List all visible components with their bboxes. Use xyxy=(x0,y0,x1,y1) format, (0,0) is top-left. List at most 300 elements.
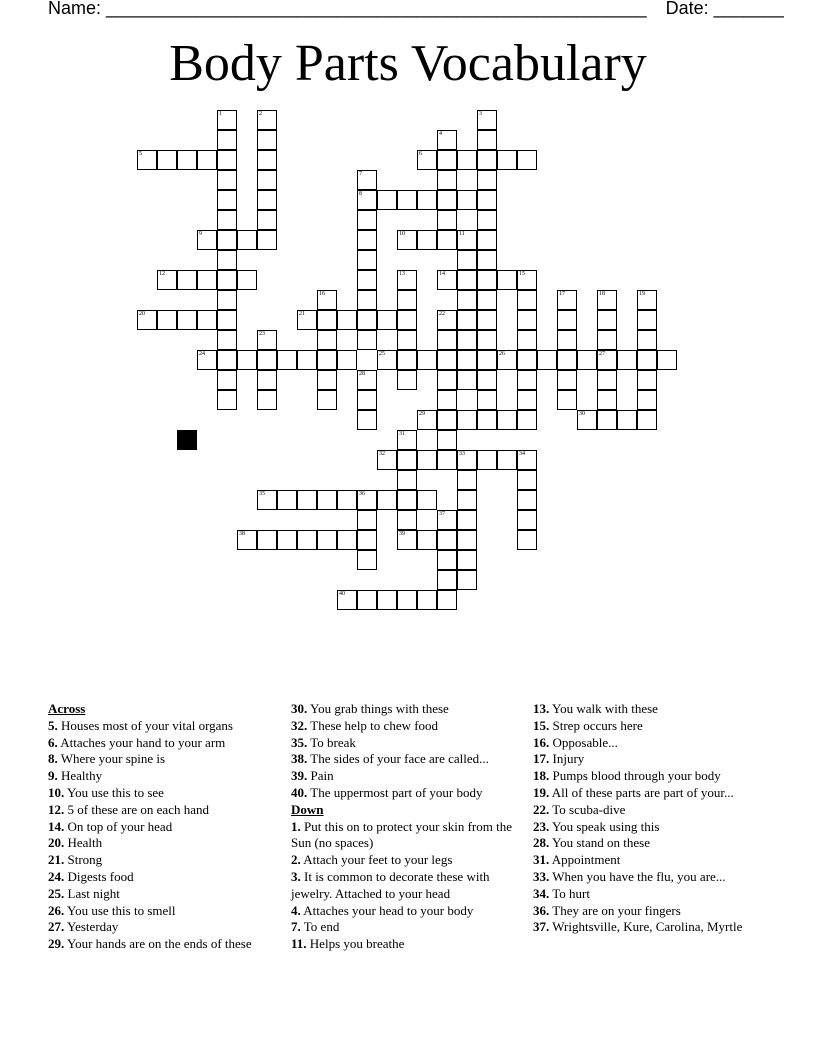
grid-cell[interactable] xyxy=(257,350,277,370)
grid-cell[interactable] xyxy=(477,370,497,390)
grid-cell[interactable] xyxy=(297,350,317,370)
clue-number: 23 xyxy=(259,331,265,337)
grid-cell[interactable] xyxy=(517,490,537,510)
clue-number-label: 12. xyxy=(48,801,65,817)
clue-down xyxy=(533,903,773,920)
grid-cell[interactable] xyxy=(377,450,397,470)
grid-cell[interactable] xyxy=(517,410,537,430)
date-field-label[interactable]: Date: _______ xyxy=(665,0,784,18)
grid-cell[interactable] xyxy=(257,370,277,390)
grid-cell[interactable] xyxy=(477,390,497,410)
grid-cell[interactable] xyxy=(557,390,577,410)
grid-cell[interactable] xyxy=(277,350,297,370)
grid-cell[interactable] xyxy=(577,410,597,430)
grid-cell[interactable] xyxy=(477,410,497,430)
clue-across xyxy=(48,819,280,836)
grid-cell[interactable] xyxy=(417,450,437,470)
grid-cell[interactable] xyxy=(457,370,477,390)
clue-down xyxy=(533,869,773,886)
grid-cell[interactable] xyxy=(457,410,477,430)
grid-cell[interactable] xyxy=(177,150,197,170)
clue-number: 40 xyxy=(339,591,345,597)
clue-text: You stand on these xyxy=(549,835,651,851)
grid-cell[interactable] xyxy=(157,270,177,290)
grid-cell[interactable] xyxy=(337,490,357,510)
grid-cell[interactable] xyxy=(217,350,237,370)
grid-cell[interactable] xyxy=(257,170,277,190)
grid-cell[interactable] xyxy=(217,390,237,410)
grid-cell[interactable] xyxy=(437,170,457,190)
grid-cell[interactable] xyxy=(257,210,277,230)
grid-cell[interactable] xyxy=(337,350,357,370)
clue-text: Injury xyxy=(549,751,585,767)
grid-cell[interactable] xyxy=(517,450,537,470)
grid-cell[interactable] xyxy=(197,230,217,250)
clue-text: When you have the flu, you are... xyxy=(549,868,726,884)
grid-cell[interactable] xyxy=(477,350,497,370)
grid-cell[interactable] xyxy=(217,330,237,350)
grid-cell[interactable] xyxy=(437,390,457,410)
clue-across xyxy=(48,903,280,920)
grid-cell[interactable] xyxy=(317,370,337,390)
clue-text: To end xyxy=(300,919,340,935)
grid-cell[interactable] xyxy=(397,370,417,390)
grid-cell[interactable] xyxy=(357,230,377,250)
grid-cell[interactable] xyxy=(217,210,237,230)
clue-number: 9 xyxy=(199,231,202,237)
grid-cell[interactable] xyxy=(397,350,417,370)
grid-cell[interactable] xyxy=(437,510,457,530)
clue-text: Health xyxy=(64,835,103,851)
grid-cell[interactable] xyxy=(337,530,357,550)
clue-across xyxy=(291,768,519,785)
grid-cell[interactable] xyxy=(597,350,617,370)
grid-cell[interactable] xyxy=(317,310,337,330)
grid-cell[interactable] xyxy=(437,270,457,290)
clue-across xyxy=(48,886,280,903)
clue-text: Strep occurs here xyxy=(549,717,643,733)
clue-down xyxy=(533,919,773,936)
grid-cell[interactable] xyxy=(437,410,457,430)
grid-cell[interactable] xyxy=(317,530,337,550)
grid-cell[interactable] xyxy=(437,350,457,370)
grid-cell[interactable] xyxy=(517,350,537,370)
clue-number-label: 38. xyxy=(291,751,308,767)
grid-cell[interactable] xyxy=(437,210,457,230)
grid-cell[interactable] xyxy=(397,290,417,310)
grid-cell[interactable] xyxy=(497,450,517,470)
clue-number: 3 xyxy=(479,111,482,117)
grid-cell[interactable] xyxy=(597,370,617,390)
grid-cell[interactable] xyxy=(417,530,437,550)
grid-cell[interactable] xyxy=(597,390,617,410)
clue-number: 29 xyxy=(419,411,425,417)
clue-number-label: 29. xyxy=(48,936,65,952)
grid-cell[interactable] xyxy=(457,150,477,170)
clue-text: Attach your feet to your legs xyxy=(300,852,453,868)
grid-cell[interactable] xyxy=(397,490,417,510)
grid-cell[interactable] xyxy=(457,470,477,490)
grid-cell[interactable] xyxy=(317,290,337,310)
grid-cell[interactable] xyxy=(257,110,277,130)
grid-cell[interactable] xyxy=(217,270,237,290)
grid-cell[interactable] xyxy=(377,310,397,330)
grid-cell[interactable] xyxy=(477,190,497,210)
grid-cell[interactable] xyxy=(157,150,177,170)
grid-cell[interactable] xyxy=(217,110,237,130)
clue-number: 28 xyxy=(359,371,365,377)
clue-number-label: 5. xyxy=(48,717,58,733)
grid-cell[interactable] xyxy=(537,350,557,370)
grid-cell[interactable] xyxy=(137,310,157,330)
grid-cell[interactable] xyxy=(217,370,237,390)
grid-cell[interactable] xyxy=(557,370,577,390)
clue-number-label: 28. xyxy=(533,835,550,851)
grid-cell[interactable] xyxy=(357,330,377,350)
clue-down xyxy=(533,701,773,718)
grid-cell[interactable] xyxy=(337,310,357,330)
name-field-label[interactable]: Name: ______________________________________________________ xyxy=(48,0,647,18)
grid-cell[interactable] xyxy=(517,330,537,350)
grid-cell[interactable] xyxy=(397,330,417,350)
grid-cell[interactable] xyxy=(557,330,577,350)
grid-cell[interactable] xyxy=(597,290,617,310)
clue-number-label: 23. xyxy=(533,818,550,834)
grid-cell[interactable] xyxy=(257,330,277,350)
grid-cell[interactable] xyxy=(237,270,257,290)
grid-cell[interactable] xyxy=(597,310,617,330)
grid-cell[interactable] xyxy=(257,130,277,150)
clue-number-label: 31. xyxy=(533,852,550,868)
grid-cell[interactable] xyxy=(357,270,377,290)
grid-cell[interactable] xyxy=(417,190,437,210)
grid-cell[interactable] xyxy=(437,310,457,330)
clue-text: To break xyxy=(307,734,356,750)
grid-cell[interactable] xyxy=(417,490,437,510)
grid-cell[interactable] xyxy=(477,210,497,230)
clue-text: You use this to see xyxy=(64,784,164,800)
grid-cell[interactable] xyxy=(437,150,457,170)
clue-number-label: 33. xyxy=(533,868,550,884)
grid-cell[interactable] xyxy=(477,450,497,470)
grid-cell[interactable] xyxy=(497,150,517,170)
grid-cell[interactable] xyxy=(257,530,277,550)
grid-cell[interactable] xyxy=(437,570,457,590)
grid-cell[interactable] xyxy=(357,290,377,310)
grid-cell[interactable] xyxy=(417,230,437,250)
clue-text: You use this to smell xyxy=(64,902,176,918)
grid-cell[interactable] xyxy=(217,290,237,310)
grid-cell[interactable] xyxy=(317,490,337,510)
grid-cell[interactable] xyxy=(437,130,457,150)
grid-cell[interactable] xyxy=(517,370,537,390)
grid-cell[interactable] xyxy=(397,510,417,530)
grid-cell[interactable] xyxy=(617,350,637,370)
grid-cell[interactable] xyxy=(657,350,677,370)
grid-cell[interactable] xyxy=(297,310,317,330)
grid-cell[interactable] xyxy=(457,450,477,470)
clue-text: Your hands are on the ends of these xyxy=(64,936,252,952)
grid-cell[interactable] xyxy=(637,350,657,370)
grid-cell[interactable] xyxy=(477,330,497,350)
grid-cell[interactable] xyxy=(457,550,477,570)
clue-across xyxy=(48,768,280,785)
grid-cell[interactable] xyxy=(517,290,537,310)
grid-cell[interactable] xyxy=(397,470,417,490)
grid-cell[interactable] xyxy=(257,190,277,210)
grid-cell[interactable] xyxy=(377,350,397,370)
grid-cell[interactable] xyxy=(397,530,417,550)
grid-cell[interactable] xyxy=(517,150,537,170)
grid-cell[interactable] xyxy=(357,490,377,510)
grid-cell[interactable] xyxy=(457,510,477,530)
grid-cell[interactable] xyxy=(457,570,477,590)
clue-text: Where your spine is xyxy=(57,751,166,767)
grid-cell[interactable] xyxy=(637,390,657,410)
grid-cell[interactable] xyxy=(437,190,457,210)
grid-cell[interactable] xyxy=(357,370,377,390)
grid-cell[interactable] xyxy=(517,470,537,490)
grid-cell[interactable] xyxy=(337,590,357,610)
clue-text: To hurt xyxy=(549,885,590,901)
clue-text: You grab things with these xyxy=(307,701,449,716)
grid-cell[interactable] xyxy=(357,310,377,330)
grid-cell[interactable] xyxy=(357,550,377,570)
grid-cell[interactable] xyxy=(497,350,517,370)
grid-cell[interactable] xyxy=(637,310,657,330)
grid-cell[interactable] xyxy=(217,230,237,250)
grid-cell[interactable] xyxy=(217,170,237,190)
grid-cell[interactable] xyxy=(477,110,497,130)
grid-cell[interactable] xyxy=(237,530,257,550)
grid-cell[interactable] xyxy=(597,410,617,430)
grid-cell[interactable] xyxy=(477,270,497,290)
clue-down xyxy=(533,802,773,819)
grid-cell[interactable] xyxy=(397,270,417,290)
grid-cell[interactable] xyxy=(197,350,217,370)
grid-cell[interactable] xyxy=(317,390,337,410)
grid-cell[interactable] xyxy=(397,310,417,330)
grid-cell[interactable] xyxy=(377,590,397,610)
clue-number-label: 6. xyxy=(48,734,58,750)
grid-cell[interactable] xyxy=(437,330,457,350)
clue-across xyxy=(291,701,519,718)
clue-number-label: 40. xyxy=(291,784,308,800)
grid-cell[interactable] xyxy=(437,430,457,450)
grid-cell[interactable] xyxy=(217,190,237,210)
grid-cell[interactable] xyxy=(357,410,377,430)
grid-cell[interactable] xyxy=(357,210,377,230)
grid-cell[interactable] xyxy=(457,250,477,270)
grid-cell[interactable] xyxy=(497,270,517,290)
clue-down xyxy=(533,768,773,785)
grid-cell[interactable] xyxy=(477,230,497,250)
grid-cell[interactable] xyxy=(397,190,417,210)
grid-cell[interactable] xyxy=(297,490,317,510)
grid-cell[interactable] xyxy=(357,250,377,270)
grid-cell[interactable] xyxy=(517,310,537,330)
clue-number: 4 xyxy=(439,131,442,137)
clue-text: Helps you breathe xyxy=(306,936,405,952)
clue-number: 37 xyxy=(439,511,445,517)
grid-cell[interactable] xyxy=(357,170,377,190)
clue-number: 18 xyxy=(599,291,605,297)
down-header: Down xyxy=(291,801,324,817)
clue-across xyxy=(48,718,280,735)
clue-number-label: 3. xyxy=(291,868,301,884)
clue-number: 17 xyxy=(559,291,565,297)
clue-number: 31 xyxy=(399,431,405,437)
grid-cell[interactable] xyxy=(637,330,657,350)
clue-across xyxy=(48,919,280,936)
grid-cell[interactable] xyxy=(637,290,657,310)
grid-cell[interactable] xyxy=(477,250,497,270)
clue-across xyxy=(291,735,519,752)
grid-cell[interactable] xyxy=(377,190,397,210)
grid-cell[interactable] xyxy=(197,270,217,290)
grid-cell[interactable] xyxy=(417,590,437,610)
clue-number-label: 7. xyxy=(291,919,301,935)
clue-number-label: 20. xyxy=(48,835,65,851)
clue-number-label: 30. xyxy=(291,701,308,716)
grid-cell[interactable] xyxy=(357,190,377,210)
grid-cell[interactable] xyxy=(477,290,497,310)
grid-cell[interactable] xyxy=(317,350,337,370)
grid-cell[interactable] xyxy=(257,230,277,250)
clue-number-label: 21. xyxy=(48,852,65,868)
clue-number: 20 xyxy=(139,311,145,317)
clue-number: 11 xyxy=(459,231,465,237)
grid-cell[interactable] xyxy=(477,170,497,190)
grid-cell[interactable] xyxy=(197,310,217,330)
grid-cell[interactable] xyxy=(457,230,477,250)
grid-cell[interactable] xyxy=(457,190,477,210)
grid-cell[interactable] xyxy=(557,290,577,310)
grid-cell[interactable] xyxy=(517,510,537,530)
clue-text: Attaches your head to your body xyxy=(300,902,474,918)
grid-cell[interactable] xyxy=(577,350,597,370)
grid-cell[interactable] xyxy=(517,390,537,410)
grid-cell[interactable] xyxy=(437,370,457,390)
grid-cell[interactable] xyxy=(437,590,457,610)
clue-number-label: 2. xyxy=(291,852,301,868)
clue-text: It is common to decorate these with jewelry. Attached to your head xyxy=(291,868,490,901)
grid-cell[interactable] xyxy=(217,310,237,330)
grid-cell[interactable] xyxy=(197,150,217,170)
grid-cell[interactable] xyxy=(477,150,497,170)
grid-cell[interactable] xyxy=(237,350,257,370)
grid-cell[interactable] xyxy=(517,270,537,290)
clue-number-label: 39. xyxy=(291,768,308,784)
grid-cell[interactable] xyxy=(417,350,437,370)
grid-cell[interactable] xyxy=(437,450,457,470)
grid-cell[interactable] xyxy=(477,310,497,330)
grid-cell[interactable] xyxy=(477,130,497,150)
clue-across xyxy=(48,751,280,768)
grid-cell[interactable] xyxy=(457,310,477,330)
clue-number-label: 16. xyxy=(533,734,550,750)
clue-down xyxy=(533,735,773,752)
grid-cell[interactable] xyxy=(277,530,297,550)
grid-cell[interactable] xyxy=(257,390,277,410)
grid-cell[interactable] xyxy=(137,150,157,170)
grid-cell[interactable] xyxy=(257,150,277,170)
grid-cell[interactable] xyxy=(177,270,197,290)
clue-text: Yesterday xyxy=(64,919,119,935)
grid-cell[interactable] xyxy=(457,330,477,350)
grid-cell[interactable] xyxy=(517,530,537,550)
grid-cell[interactable] xyxy=(557,350,577,370)
grid-cell[interactable] xyxy=(217,250,237,270)
grid-cell[interactable] xyxy=(417,150,437,170)
grid-cell[interactable] xyxy=(357,510,377,530)
grid-cell[interactable] xyxy=(397,590,417,610)
clue-number: 10 xyxy=(399,231,405,237)
clue-number-label: 37. xyxy=(533,919,550,935)
clue-text: They are on your fingers xyxy=(549,902,681,918)
grid-cell[interactable] xyxy=(637,410,657,430)
clue-number-label: 32. xyxy=(291,717,308,733)
grid-cell[interactable] xyxy=(457,530,477,550)
clue-across xyxy=(291,751,519,768)
grid-cell[interactable] xyxy=(437,230,457,250)
grid-cell[interactable] xyxy=(357,530,377,550)
grid-cell[interactable] xyxy=(437,530,457,550)
grid-cell[interactable] xyxy=(397,450,417,470)
grid-cell[interactable] xyxy=(257,490,277,510)
grid-cell[interactable] xyxy=(617,410,637,430)
clue-text: All of these parts are part of your... xyxy=(549,784,734,800)
clue-down xyxy=(291,819,519,853)
grid-cell[interactable] xyxy=(277,490,297,510)
clue-number: 38 xyxy=(239,531,245,537)
grid-cell[interactable] xyxy=(397,430,417,450)
grid-cell[interactable] xyxy=(557,310,577,330)
grid-cell[interactable] xyxy=(297,530,317,550)
grid-cell[interactable] xyxy=(317,330,337,350)
clue-text: Healthy xyxy=(57,768,103,784)
clue-number-label: 10. xyxy=(48,784,65,800)
clue-number: 2 xyxy=(259,111,262,117)
grid-cell[interactable] xyxy=(417,410,437,430)
clue-text: Wrightsville, Kure, Carolina, Myrtle xyxy=(549,919,743,935)
page-title: Body Parts Vocabulary xyxy=(169,35,647,92)
grid-cell[interactable] xyxy=(597,330,617,350)
grid-cell[interactable] xyxy=(637,370,657,390)
grid-cell[interactable] xyxy=(457,290,477,310)
grid-cell[interactable] xyxy=(157,310,177,330)
grid-cell[interactable] xyxy=(237,230,257,250)
clue-down xyxy=(533,751,773,768)
grid-cell[interactable] xyxy=(437,550,457,570)
grid-cell[interactable] xyxy=(457,270,477,290)
grid-cell[interactable] xyxy=(457,490,477,510)
clue-text: Appointment xyxy=(549,852,621,868)
grid-cell[interactable] xyxy=(377,490,397,510)
grid-cell[interactable] xyxy=(217,130,237,150)
grid-cell[interactable] xyxy=(357,590,377,610)
clue-number: 27 xyxy=(599,351,605,357)
grid-cell[interactable] xyxy=(217,150,237,170)
grid-cell[interactable] xyxy=(497,410,517,430)
clue-number: 39 xyxy=(399,531,405,537)
clue-number-label: 14. xyxy=(48,818,65,834)
grid-cell[interactable] xyxy=(397,230,417,250)
clue-down xyxy=(533,718,773,735)
grid-cell[interactable] xyxy=(177,310,197,330)
grid-cell[interactable] xyxy=(357,390,377,410)
grid-cell[interactable] xyxy=(457,350,477,370)
